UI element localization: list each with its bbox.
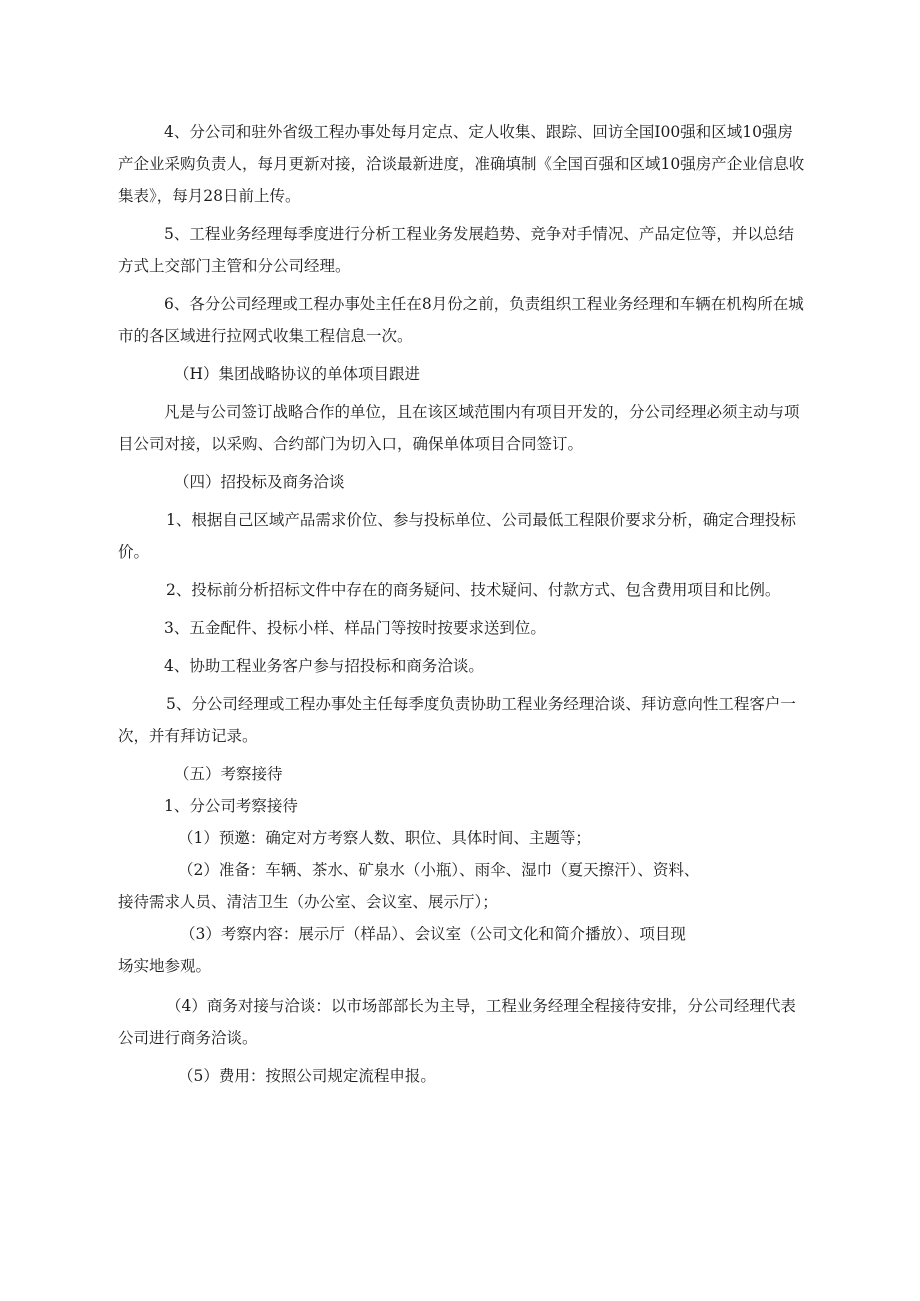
section-heading-bidding: （四）招投标及商务洽谈 bbox=[174, 473, 345, 491]
document-body bbox=[118, 116, 808, 1092]
bidding-item-1: 1、根据自己区域产品需求价位、参与投标单位、公司最低工程限价要求分析，确定合理投标价。 bbox=[118, 511, 796, 561]
reception-subitem-3-cont: 场实地参观。 bbox=[118, 957, 212, 975]
bidding-item-4: 4、协助工程业务客户参与招投标和商务洽谈。 bbox=[164, 657, 484, 675]
bidding-item-2: 2、投标前分析招标文件中存在的商务疑问、技术疑问、付款方式、包含费用项目和比例。 bbox=[166, 581, 781, 599]
bidding-item-3: 3、五金配件、投标小样、样品门等按时按要求送到位。 bbox=[164, 619, 546, 637]
reception-subitem-3: （3）考察内容：展示厅（样品）、会议室（公司文化和简介播放）、项目现 bbox=[180, 925, 686, 943]
reception-subitem-1: （1）预邀：确定对方考察人数、职位、具体时间、主题等； bbox=[178, 829, 591, 847]
paragraph-item-5: 5、工程业务经理每季度进行分析工程业务发展趋势、竞争对手情况、产品定位等，并以总结方式上交部门主管和分公司经理。 bbox=[118, 225, 794, 275]
reception-subitem-2: （2）准备：车辆、茶水、矿泉水（小瓶）、雨伞、湿巾（夏天擦汗）、资料、 bbox=[178, 861, 700, 879]
reception-subitem-2-cont: 接待需求人员、清洁卫生（办公室、会议室、展示厅）； bbox=[118, 893, 498, 911]
reception-subitem-4: （4）商务对接与洽谈：以市场部部长为主导，工程业务经理全程接待安排，分公司经理代表公司进行商务洽谈。 bbox=[118, 997, 796, 1047]
bidding-item-5: 5、分公司经理或工程办事处主任每季度负责协助工程业务经理洽谈、拜访意向性工程客户一次，并有拜访记录。 bbox=[118, 695, 796, 745]
section-heading-reception: （五）考察接待 bbox=[174, 765, 283, 783]
reception-subitem-5: （5）费用：按照公司规定流程申报。 bbox=[178, 1067, 436, 1085]
paragraph-item-4: 4、分公司和驻外省级工程办事处每月定点、定人收集、跟踪、回访全国I00强和区域10强房产企业采购负责人，每月更新对接，洽谈最新进度，准确填制《全国百强和区域10强房产企业信息收集表》，每月28日前上传。 bbox=[118, 123, 805, 205]
paragraph-strategic-body: 凡是与公司签订战略合作的单位，且在该区域范围内有项目开发的，分公司经理必须主动与项目公司对接，以采购、合约部门为切入口，确保单体项目合同签订。 bbox=[118, 403, 800, 453]
section-heading-strategic: （H）集团战略协议的单体项目跟进 bbox=[174, 365, 421, 383]
reception-item-1: 1、分公司考察接待 bbox=[164, 797, 298, 815]
paragraph-item-6: 6、各分公司经理或工程办事处主任在8月份之前，负责组织工程业务经理和车辆在机构所在城市的各区域进行拉网式收集工程信息一次。 bbox=[118, 295, 804, 345]
